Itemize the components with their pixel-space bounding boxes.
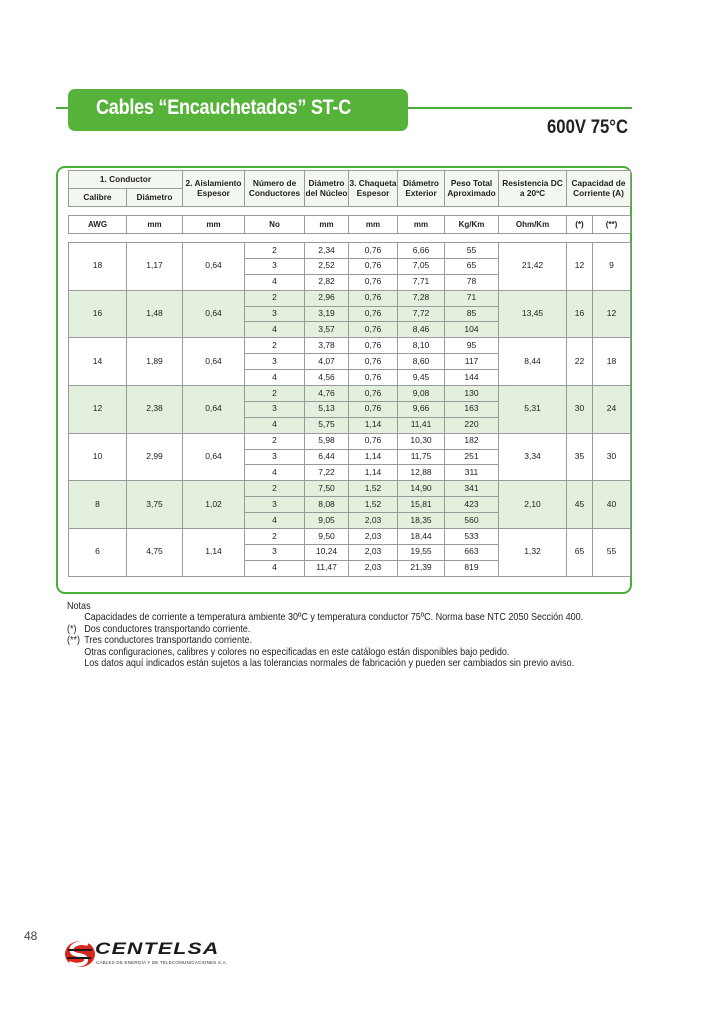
peso-cell: 560 [445, 513, 499, 529]
num-conductores-cell: 3 [245, 401, 305, 417]
capacidad-tres-cell: 18 [593, 338, 631, 386]
num-conductores-cell: 2 [245, 481, 305, 497]
unit-cell: mm [398, 216, 445, 234]
diametro-exterior-cell: 12,88 [398, 465, 445, 481]
chaqueta-cell: 0,76 [349, 338, 398, 354]
header-rule-right [408, 107, 632, 109]
capacidad-dos-cell: 16 [567, 290, 593, 338]
cable-spec-table [68, 170, 631, 577]
diametro-exterior-cell: 15,81 [398, 497, 445, 513]
header-calibre: Calibre [69, 189, 127, 207]
note-marker: (*) [67, 622, 77, 635]
peso-cell: 163 [445, 401, 499, 417]
unit-cell: mm [127, 216, 183, 234]
diametro-nucleo-cell: 6,44 [305, 449, 349, 465]
diametro-exterior-cell: 14,90 [398, 481, 445, 497]
aislamiento-cell: 0,64 [183, 243, 245, 291]
calibre-cell: 8 [69, 481, 127, 529]
diametro-exterior-cell: 8,10 [398, 338, 445, 354]
calibre-cell: 14 [69, 338, 127, 386]
resistencia-cell: 13,45 [499, 290, 567, 338]
diametro-nucleo-cell: 11,47 [305, 560, 349, 576]
header-capacidad: Capacidad de Corriente (A) [567, 171, 631, 207]
num-conductores-cell: 4 [245, 513, 305, 529]
chaqueta-cell: 0,76 [349, 243, 398, 259]
note-line: Tres conductores transportando corriente. [84, 634, 253, 647]
chaqueta-cell: 0,76 [349, 433, 398, 449]
note-line: Capacidades de corriente a temperatura ambiente 30ºC y temperatura conductor 75ºC. Norma base NTC 2050 Sección 400. [84, 611, 584, 624]
diametro-cell: 3,75 [127, 481, 183, 529]
peso-cell: 65 [445, 258, 499, 274]
diametro-nucleo-cell: 9,05 [305, 513, 349, 529]
peso-cell: 71 [445, 290, 499, 306]
num-conductores-cell: 4 [245, 274, 305, 290]
diametro-exterior-cell: 9,45 [398, 370, 445, 386]
num-conductores-cell: 4 [245, 370, 305, 386]
unit-cell: (**) [593, 216, 631, 234]
diametro-exterior-cell: 7,72 [398, 306, 445, 322]
peso-cell: 220 [445, 417, 499, 433]
diametro-exterior-cell: 18,44 [398, 529, 445, 545]
diametro-nucleo-cell: 5,13 [305, 401, 349, 417]
header-diametro-exterior: Diámetro Exterior [398, 171, 445, 207]
peso-cell: 182 [445, 433, 499, 449]
chaqueta-cell: 0,76 [349, 322, 398, 338]
capacidad-tres-cell: 12 [593, 290, 631, 338]
table-row [69, 481, 631, 497]
diametro-nucleo-cell: 3,78 [305, 338, 349, 354]
header-chaqueta: 3. Chaqueta Espesor [349, 171, 398, 207]
calibre-cell: 12 [69, 386, 127, 434]
num-conductores-cell: 2 [245, 386, 305, 402]
header-diametro-nucleo: Diámetro del Núcleo [305, 171, 349, 207]
unit-cell: No [245, 216, 305, 234]
diametro-nucleo-cell: 7,22 [305, 465, 349, 481]
resistencia-cell: 1,32 [499, 529, 567, 577]
peso-cell: 85 [445, 306, 499, 322]
notes-section [67, 601, 583, 669]
resistencia-cell: 21,42 [499, 243, 567, 291]
diametro-exterior-cell: 11,41 [398, 417, 445, 433]
capacidad-tres-cell: 40 [593, 481, 631, 529]
aislamiento-cell: 1,14 [183, 529, 245, 577]
chaqueta-cell: 1,52 [349, 481, 398, 497]
num-conductores-cell: 2 [245, 433, 305, 449]
table-row [69, 338, 631, 354]
diametro-nucleo-cell: 2,34 [305, 243, 349, 259]
peso-cell: 251 [445, 449, 499, 465]
diametro-nucleo-cell: 2,52 [305, 258, 349, 274]
diametro-cell: 1,48 [127, 290, 183, 338]
note-line: Otras configuraciones, calibres y colores no especificadas en este catálogo están disponibles bajo pedido. [84, 645, 510, 658]
peso-cell: 130 [445, 386, 499, 402]
diametro-exterior-cell: 19,55 [398, 544, 445, 560]
voltage-rating: 600V 75°C [547, 117, 629, 138]
diametro-exterior-cell: 11,75 [398, 449, 445, 465]
calibre-cell: 16 [69, 290, 127, 338]
header-peso: Peso Total Aproximado [445, 171, 499, 207]
num-conductores-cell: 3 [245, 306, 305, 322]
diametro-nucleo-cell: 7,50 [305, 481, 349, 497]
diametro-cell: 2,99 [127, 433, 183, 481]
peso-cell: 341 [445, 481, 499, 497]
chaqueta-cell: 0,76 [349, 258, 398, 274]
num-conductores-cell: 3 [245, 497, 305, 513]
resistencia-cell: 5,31 [499, 386, 567, 434]
num-conductores-cell: 3 [245, 544, 305, 560]
logo-tagline: CABLES DE ENERGÍA Y DE TELECOMUNICACIONES S.A. [96, 960, 228, 965]
units-spacer [69, 234, 631, 243]
peso-cell: 663 [445, 544, 499, 560]
logo-wordmark: CENTELSA [95, 939, 220, 958]
num-conductores-cell: 4 [245, 560, 305, 576]
table-row [69, 529, 631, 545]
diametro-cell: 4,75 [127, 529, 183, 577]
capacidad-tres-cell: 30 [593, 433, 631, 481]
chaqueta-cell: 2,03 [349, 560, 398, 576]
calibre-cell: 18 [69, 243, 127, 291]
note-line: Dos conductores transportando corriente. [84, 622, 251, 635]
table-row [69, 290, 631, 306]
diametro-nucleo-cell: 5,98 [305, 433, 349, 449]
capacidad-dos-cell: 12 [567, 243, 593, 291]
header-conductor-group: 1. Conductor [69, 171, 183, 189]
peso-cell: 423 [445, 497, 499, 513]
num-conductores-cell: 2 [245, 243, 305, 259]
diametro-exterior-cell: 7,05 [398, 258, 445, 274]
resistencia-cell: 3,34 [499, 433, 567, 481]
diametro-nucleo-cell: 2,96 [305, 290, 349, 306]
table-row [69, 433, 631, 449]
note-marker: (**) [67, 634, 81, 647]
num-conductores-cell: 3 [245, 449, 305, 465]
header-rule-left [56, 107, 68, 109]
diametro-exterior-cell: 8,60 [398, 354, 445, 370]
chaqueta-cell: 1,14 [349, 417, 398, 433]
notes-heading: Notas [67, 600, 91, 612]
unit-cell: Ohm/Km [499, 216, 567, 234]
unit-cell: mm [305, 216, 349, 234]
diametro-exterior-cell: 10,30 [398, 433, 445, 449]
capacidad-dos-cell: 22 [567, 338, 593, 386]
diametro-nucleo-cell: 8,08 [305, 497, 349, 513]
peso-cell: 311 [445, 465, 499, 481]
aislamiento-cell: 1,02 [183, 481, 245, 529]
unit-cell: AWG [69, 216, 127, 234]
num-conductores-cell: 4 [245, 322, 305, 338]
num-conductores-cell: 4 [245, 417, 305, 433]
diametro-nucleo-cell: 4,07 [305, 354, 349, 370]
diametro-exterior-cell: 7,28 [398, 290, 445, 306]
unit-cell: mm [349, 216, 398, 234]
peso-cell: 533 [445, 529, 499, 545]
peso-cell: 104 [445, 322, 499, 338]
diametro-nucleo-cell: 9,50 [305, 529, 349, 545]
diametro-nucleo-cell: 10,24 [305, 544, 349, 560]
unit-cell: Kg/Km [445, 216, 499, 234]
diametro-nucleo-cell: 3,57 [305, 322, 349, 338]
diametro-exterior-cell: 18,35 [398, 513, 445, 529]
diametro-nucleo-cell: 4,76 [305, 386, 349, 402]
aislamiento-cell: 0,64 [183, 386, 245, 434]
diametro-cell: 1,17 [127, 243, 183, 291]
diametro-nucleo-cell: 2,82 [305, 274, 349, 290]
note-line: Los datos aquí indicados están sujetos a las tolerancias normales de fabricación y pueden ser cambiados sin previo aviso. [84, 657, 575, 670]
capacidad-dos-cell: 45 [567, 481, 593, 529]
capacidad-tres-cell: 55 [593, 529, 631, 577]
capacidad-dos-cell: 30 [567, 386, 593, 434]
peso-cell: 819 [445, 560, 499, 576]
calibre-cell: 10 [69, 433, 127, 481]
diametro-exterior-cell: 21,39 [398, 560, 445, 576]
diametro-nucleo-cell: 5,75 [305, 417, 349, 433]
capacidad-dos-cell: 65 [567, 529, 593, 577]
chaqueta-cell: 0,76 [349, 370, 398, 386]
chaqueta-cell: 0,76 [349, 401, 398, 417]
num-conductores-cell: 3 [245, 258, 305, 274]
unit-cell: (*) [567, 216, 593, 234]
chaqueta-cell: 0,76 [349, 274, 398, 290]
page-number: 48 [24, 929, 38, 943]
calibre-cell: 6 [69, 529, 127, 577]
peso-cell: 55 [445, 243, 499, 259]
diametro-nucleo-cell: 4,56 [305, 370, 349, 386]
diametro-cell: 1,89 [127, 338, 183, 386]
diametro-exterior-cell: 6,66 [398, 243, 445, 259]
header-aislamiento: 2. Aislamiento Espesor [183, 171, 245, 207]
num-conductores-cell: 2 [245, 290, 305, 306]
capacidad-dos-cell: 35 [567, 433, 593, 481]
diametro-exterior-cell: 9,08 [398, 386, 445, 402]
chaqueta-cell: 0,76 [349, 306, 398, 322]
peso-cell: 144 [445, 370, 499, 386]
diametro-exterior-cell: 8,46 [398, 322, 445, 338]
header-num-conductores: Número de Conductores [245, 171, 305, 207]
aislamiento-cell: 0,64 [183, 290, 245, 338]
chaqueta-cell: 1,52 [349, 497, 398, 513]
chaqueta-cell: 0,76 [349, 354, 398, 370]
table-row [69, 386, 631, 402]
diametro-exterior-cell: 9,66 [398, 401, 445, 417]
num-conductores-cell: 2 [245, 529, 305, 545]
units-row [69, 216, 631, 234]
peso-cell: 95 [445, 338, 499, 354]
num-conductores-cell: 4 [245, 465, 305, 481]
chaqueta-cell: 0,76 [349, 290, 398, 306]
capacidad-tres-cell: 9 [593, 243, 631, 291]
chaqueta-cell: 2,03 [349, 529, 398, 545]
aislamiento-cell: 0,64 [183, 433, 245, 481]
table-body [69, 243, 631, 577]
header-spacer [69, 207, 631, 216]
diametro-exterior-cell: 7,71 [398, 274, 445, 290]
chaqueta-cell: 0,76 [349, 386, 398, 402]
aislamiento-cell: 0,64 [183, 338, 245, 386]
peso-cell: 117 [445, 354, 499, 370]
num-conductores-cell: 2 [245, 338, 305, 354]
num-conductores-cell: 3 [245, 354, 305, 370]
chaqueta-cell: 1,14 [349, 449, 398, 465]
header-diametro: Diámetro [127, 189, 183, 207]
page-title: Cables “Encauchetados” ST-C [96, 96, 351, 119]
resistencia-cell: 2,10 [499, 481, 567, 529]
table-row [69, 243, 631, 259]
peso-cell: 78 [445, 274, 499, 290]
unit-cell: mm [183, 216, 245, 234]
diametro-cell: 2,38 [127, 386, 183, 434]
header-resistencia: Resistencia DC a 20ºC [499, 171, 567, 207]
chaqueta-cell: 2,03 [349, 513, 398, 529]
capacidad-tres-cell: 24 [593, 386, 631, 434]
diametro-nucleo-cell: 3,19 [305, 306, 349, 322]
chaqueta-cell: 2,03 [349, 544, 398, 560]
chaqueta-cell: 1,14 [349, 465, 398, 481]
resistencia-cell: 8,44 [499, 338, 567, 386]
